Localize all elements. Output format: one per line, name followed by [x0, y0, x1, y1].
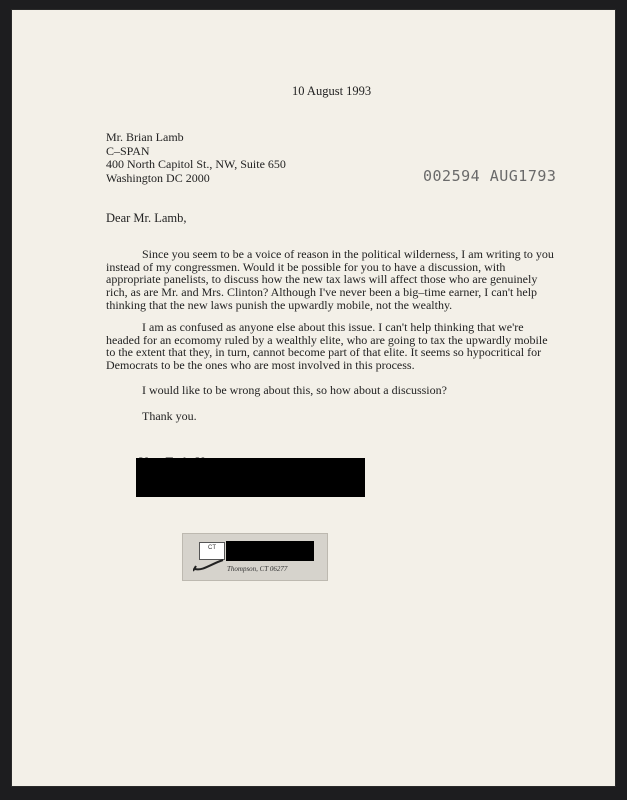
swoosh-icon [193, 558, 225, 572]
return-address-label [182, 533, 328, 581]
letter-date: 10 August 1993 [292, 84, 372, 98]
salutation: Dear Mr. Lamb, [106, 211, 187, 225]
body-paragraph-2: I am as confused as anyone else about this issue. I can't help thinking that we're headed for an ecomomy ruled by a wealthly elite, who are going to tax the upwardly mobile to the extent that they, in turn, cannot become part of that elite. It seems so hypocritical for Democrats to be the ones who are most involved in this process. [106, 320, 548, 373]
address-line: C–SPAN [106, 143, 150, 158]
ct-state-icon: CT [199, 542, 225, 560]
address-line: Washington DC 2000 [106, 170, 210, 185]
return-town: Thompson, CT 06277 [227, 565, 288, 573]
body-paragraph-3: I would like to be wrong about this, so how about a discussion? [142, 383, 447, 397]
signature-redaction [136, 458, 365, 497]
received-stamp: 002594 AUG1793 [423, 167, 557, 185]
address-line: Mr. Brian Lamb [106, 130, 184, 144]
letter-page [12, 10, 615, 786]
recipient-address [106, 131, 286, 185]
body-paragraph-1: Since you seem to be a voice of reason in the political wilderness, I am writing to you instead of my congressmen. Would it be possible for you to have a discussion, with appropriate panelists, to discuss how the new tax laws will affect those who are genuinely rich, as are Mr. and Mrs. Clinton? Although I've never been a big–time earner, I can't help thinking that the new laws punish the upwardly mobile, not the wealthy. [106, 247, 554, 312]
address-line: 400 North Capitol St., NW, Suite 650 [106, 157, 286, 171]
name-redaction [226, 541, 314, 561]
body-paragraph-4: Thank you. [142, 409, 197, 423]
